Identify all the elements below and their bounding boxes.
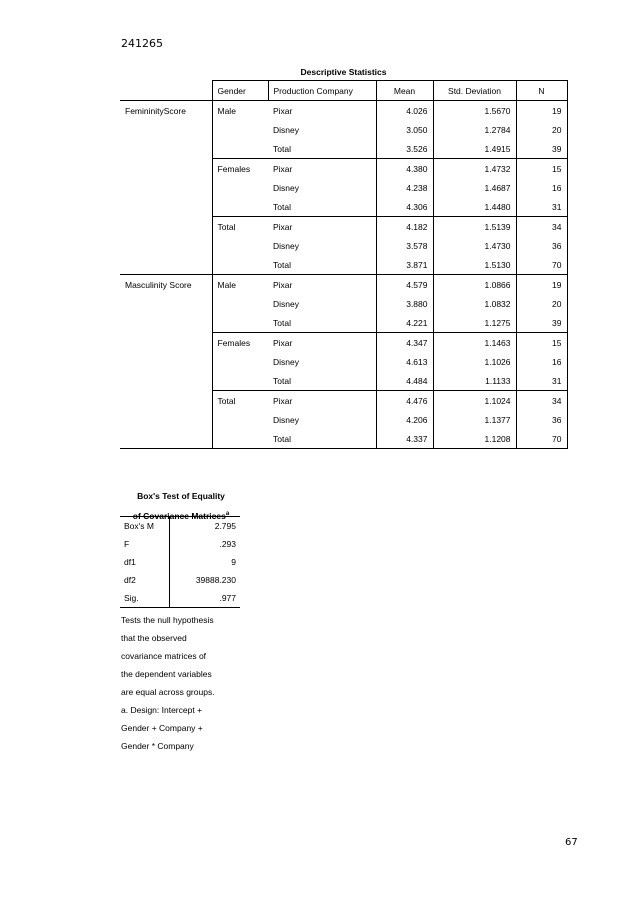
page-id: 241265 [121,37,163,50]
header-gender: Gender [212,81,268,101]
cell-gender [212,313,268,333]
cell-std-deviation: 1.5139 [433,217,516,237]
box-test-note-line: Gender + Company + [121,723,203,733]
box-test-value: 2.795 [169,517,240,536]
cell-n: 20 [516,120,567,139]
table-row [120,589,240,608]
cell-company: Pixar [273,221,293,232]
cell-std-deviation: 1.5670 [433,101,516,121]
cell-n: 15 [516,159,567,179]
cell-mean: 3.526 [376,139,433,159]
cell-gender [212,139,268,159]
table-row [120,159,567,179]
cell-n: 70 [516,429,567,449]
table-row [120,571,240,589]
cell-company: Pixar [273,337,293,348]
cell-variable [120,178,212,197]
cell-gender [212,255,268,275]
cell-mean: 4.380 [376,159,433,179]
cell-variable: FemininityScore [120,101,212,121]
cell-variable [120,333,212,353]
cell-company: Disney [273,182,299,193]
cell-company: Pixar [273,279,293,290]
box-test-title-line1: Box's Test of Equality [137,491,225,501]
cell-mean: 4.182 [376,217,433,237]
cell-n: 16 [516,352,567,371]
cell-mean: 4.613 [376,352,433,371]
cell-mean: 3.880 [376,294,433,313]
cell-std-deviation: 1.1024 [433,391,516,411]
cell-gender [212,294,268,313]
page-number: 67 [565,837,578,848]
descriptive-statistics-title: Descriptive Statistics [300,67,387,77]
cell-gender [212,178,268,197]
table-header-row [120,81,567,101]
cell-gender [212,120,268,139]
table-row [120,236,567,255]
cell-variable [120,371,212,391]
box-test-value: .293 [219,539,236,549]
cell-variable [120,139,212,159]
cell-variable [120,391,212,411]
cell-company: Pixar [273,395,293,406]
table-row [120,429,567,449]
cell-variable [120,217,212,237]
table-row [120,197,567,217]
cell-gender [212,429,268,449]
box-test-value: .977 [169,589,240,608]
cell-gender: Females [217,337,251,348]
box-test-value: 39888.230 [195,575,236,585]
cell-gender [212,371,268,391]
cell-mean: 4.476 [376,391,433,411]
table-row [120,553,240,571]
cell-gender [212,197,268,217]
table-row [120,139,567,159]
cell-n: 31 [516,371,567,391]
box-test-label: df1 [120,553,169,571]
cell-mean: 4.206 [376,410,433,429]
table-row [120,313,567,333]
cell-n: 19 [516,101,567,121]
box-test-label: df2 [120,571,169,589]
cell-company: Total [268,197,376,217]
cell-n: 36 [516,236,567,255]
cell-gender: Total [217,221,236,232]
box-test-note-line: a. Design: Intercept + [121,705,203,715]
cell-std-deviation: 1.4480 [433,197,516,217]
box-test-label: Box's M [120,517,169,536]
header-mean: Mean [376,81,433,101]
cell-gender: Male [217,279,236,290]
descriptive-statistics-body [120,101,567,449]
cell-std-deviation: 1.4730 [433,236,516,255]
table-row [120,217,567,237]
cell-std-deviation: 1.0832 [433,294,516,313]
cell-company: Total [268,371,376,391]
box-test-label: F [120,535,169,553]
cell-mean: 4.306 [376,197,433,217]
cell-company: Pixar [273,163,293,174]
table-row [120,333,567,353]
box-test-value: 9 [231,557,236,567]
cell-std-deviation: 1.1026 [433,352,516,371]
cell-std-deviation: 1.0866 [433,275,516,295]
header-std-deviation: Std. Deviation [433,81,516,101]
cell-gender [212,352,268,371]
cell-variable [120,410,212,429]
cell-n: 31 [516,197,567,217]
cell-std-deviation: 1.1133 [433,371,516,391]
header-n: N [516,81,567,101]
box-test-note-line: Tests the null hypothesis [121,615,214,625]
box-test-note-line: covariance matrices of [121,651,207,661]
cell-n: 70 [516,255,567,275]
cell-mean: 4.337 [376,429,433,449]
table-row [120,410,567,429]
box-test-title-line2: of Covariance Matrices [132,510,226,521]
cell-n: 39 [516,139,567,159]
cell-n: 16 [516,178,567,197]
cell-mean: 3.050 [376,120,433,139]
cell-std-deviation: 1.1275 [433,313,516,333]
table-row [120,120,567,139]
cell-company: Pixar [273,105,293,116]
cell-gender: Total [217,395,236,406]
cell-company: Total [268,255,376,275]
cell-std-deviation: 1.2784 [433,120,516,139]
cell-mean: 4.238 [376,178,433,197]
table-row [120,101,567,121]
box-test-title-superscript: a [225,511,230,517]
cell-n: 19 [516,275,567,295]
box-test-note-line: the dependent variables [121,669,212,679]
header-blank [120,81,212,101]
cell-variable [120,197,212,217]
cell-std-deviation: 1.1463 [433,333,516,353]
cell-gender: Females [217,163,251,174]
cell-gender [212,410,268,429]
cell-variable [120,236,212,255]
cell-variable [120,313,212,333]
cell-n: 34 [516,217,567,237]
cell-variable [120,429,212,449]
cell-mean: 3.871 [376,255,433,275]
box-test-notes [121,611,215,755]
cell-variable [120,120,212,139]
cell-gender: Male [217,105,236,116]
cell-company: Disney [273,240,299,251]
cell-std-deviation: 1.4687 [433,178,516,197]
cell-mean: 4.484 [376,371,433,391]
table-row [120,255,567,275]
cell-company: Disney [273,298,299,309]
cell-mean: 4.026 [376,101,433,121]
cell-n: 34 [516,391,567,411]
cell-company: Disney [273,124,299,135]
cell-company: Total [268,313,376,333]
table-row [120,535,240,553]
cell-mean: 4.347 [376,333,433,353]
cell-variable [120,159,212,179]
cell-company: Disney [273,414,299,425]
cell-mean: 3.578 [376,236,433,255]
descriptive-statistics-table [120,80,568,449]
cell-n: 39 [516,313,567,333]
header-production-company: Production Company [268,81,376,101]
box-test-label: Sig. [120,589,169,608]
table-row [120,517,240,536]
cell-n: 15 [516,333,567,353]
cell-company: Total [268,139,376,159]
cell-variable: Masculinity Score [120,275,212,295]
table-row [120,294,567,313]
table-row [120,275,567,295]
box-test-table [120,516,240,608]
box-test-note-line: Gender * Company [121,741,194,751]
cell-mean: 4.579 [376,275,433,295]
cell-company: Total [268,429,376,449]
cell-std-deviation: 1.1377 [433,410,516,429]
cell-variable [120,294,212,313]
cell-std-deviation: 1.4732 [433,159,516,179]
table-row [120,178,567,197]
cell-std-deviation: 1.4915 [433,139,516,159]
cell-variable [120,352,212,371]
cell-mean: 4.221 [376,313,433,333]
cell-gender [212,236,268,255]
cell-std-deviation: 1.1208 [433,429,516,449]
table-row [120,391,567,411]
cell-std-deviation: 1.5130 [433,255,516,275]
box-test-body [120,517,240,608]
cell-n: 20 [516,294,567,313]
box-test-note-line: that the observed [121,633,187,643]
table-row [120,371,567,391]
cell-n: 36 [516,410,567,429]
cell-company: Disney [273,356,299,367]
box-test-note-line: are equal across groups. [121,687,215,697]
cell-variable [120,255,212,275]
table-row [120,352,567,371]
